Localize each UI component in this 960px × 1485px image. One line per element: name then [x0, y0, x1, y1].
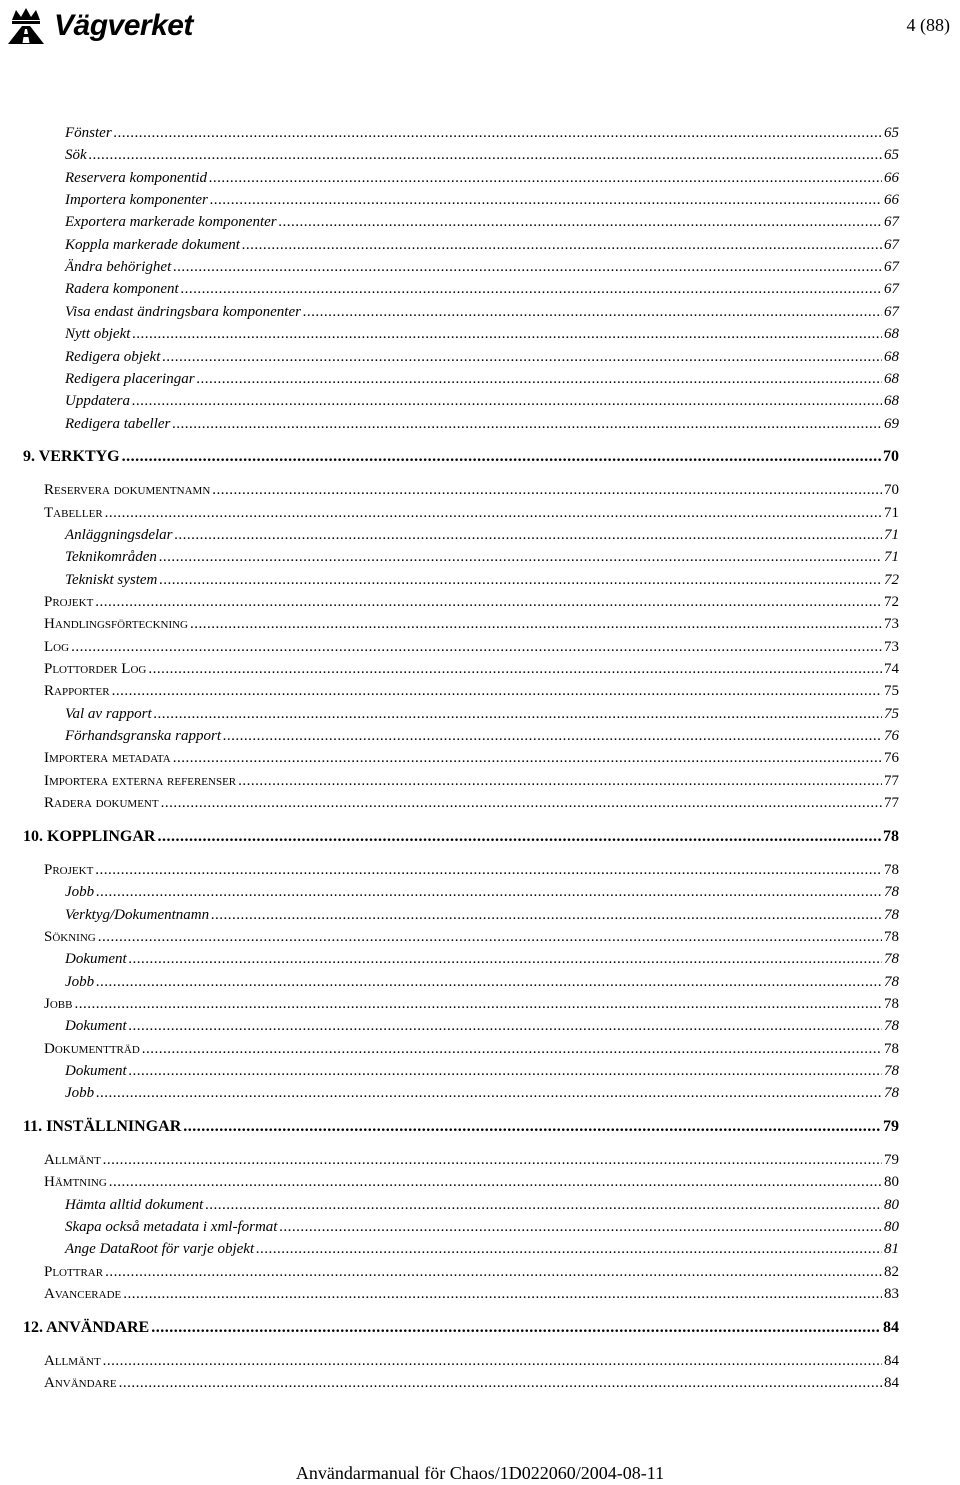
toc-entry[interactable]	[23, 446, 899, 468]
toc-entry-page: 82	[884, 1263, 899, 1280]
toc-entry-page: 68	[884, 348, 899, 365]
toc-entry-page: 84	[884, 1352, 899, 1369]
toc-entry-label: Verktyg/Dokumentnamn	[65, 906, 210, 923]
toc-entry[interactable]	[65, 1238, 899, 1260]
toc-leader-dots	[157, 826, 881, 848]
toc-entry-page: 83	[884, 1286, 899, 1303]
toc-entry-page: 65	[884, 147, 899, 164]
toc-entry-label: Jobb	[65, 973, 95, 990]
toc-entry-label: Ange DataRoot för varje objekt	[65, 1241, 255, 1258]
toc-entry[interactable]	[44, 1372, 899, 1394]
toc-entry[interactable]	[44, 1261, 899, 1283]
toc-entry-page: 76	[884, 750, 899, 767]
toc-entry-label: Dokument	[65, 1063, 127, 1079]
toc-leader-dots	[190, 613, 882, 635]
toc-entry[interactable]	[65, 569, 899, 591]
toc-entry[interactable]	[65, 948, 899, 970]
toc-entry-label: Tabeller	[44, 504, 103, 521]
toc-entry[interactable]	[65, 122, 899, 144]
toc-entry[interactable]	[44, 993, 899, 1015]
toc-entry[interactable]	[44, 636, 899, 658]
toc-entry-page: 78	[884, 906, 899, 923]
toc-entry[interactable]	[44, 792, 899, 814]
toc-entry-page: 78	[883, 827, 899, 845]
toc-entry-label: Exportera markerade komponenter	[65, 214, 277, 231]
toc-entry[interactable]	[65, 211, 899, 233]
toc-leader-dots	[129, 1015, 882, 1037]
toc-entry[interactable]	[44, 591, 899, 613]
toc-entry[interactable]	[65, 703, 899, 725]
toc-entry-label: Handlingsförteckning	[44, 616, 189, 633]
toc-entry[interactable]	[65, 971, 899, 993]
toc-leader-dots	[74, 993, 882, 1015]
toc-entry-label: Plottorder Log	[44, 661, 147, 678]
toc-entry-page: 68	[884, 326, 899, 343]
toc-entry-page: 77	[884, 795, 899, 812]
toc-entry[interactable]	[65, 1216, 899, 1238]
toc-entry[interactable]	[44, 859, 899, 881]
toc-entry[interactable]	[44, 1038, 899, 1060]
toc-entry-label: Teknikområden	[65, 549, 157, 566]
toc-entry[interactable]	[65, 144, 899, 166]
toc-leader-dots	[103, 1350, 882, 1372]
toc-entry-page: 80	[884, 1219, 899, 1236]
toc-entry-label: Redigera objekt	[65, 348, 161, 365]
toc-entry-page: 67	[884, 281, 899, 298]
toc-leader-dots	[197, 368, 882, 390]
toc-entry[interactable]	[44, 479, 899, 501]
toc-entry-page: 72	[884, 594, 899, 610]
toc-entry-page: 75	[884, 683, 899, 700]
toc-leader-dots	[211, 904, 882, 926]
toc-entry-label: 10. KOPPLINGAR	[23, 827, 156, 845]
toc-entry[interactable]	[44, 1350, 899, 1372]
toc-entry-page: 84	[884, 1375, 899, 1392]
toc-entry[interactable]	[65, 346, 899, 368]
page-number: 4 (88)	[906, 15, 950, 35]
toc-leader-dots	[71, 636, 882, 658]
toc-entry-label: Ändra behörighet	[65, 259, 172, 276]
toc-entry[interactable]	[65, 189, 899, 211]
toc-leader-dots	[112, 680, 882, 702]
toc-entry-label: Radera komponent	[65, 281, 179, 298]
toc-entry-page: 74	[884, 661, 899, 678]
toc-entry-label: Allmänt	[44, 1352, 101, 1369]
toc-entry-page: 78	[884, 995, 899, 1012]
toc-leader-dots	[132, 390, 882, 412]
toc-leader-dots	[279, 1216, 882, 1238]
toc-entry-label: Redigera tabeller	[65, 415, 171, 432]
toc-leader-dots	[95, 591, 882, 613]
toc-entry[interactable]	[65, 904, 899, 926]
toc-entry-page: 66	[884, 192, 899, 209]
toc-leader-dots	[105, 1261, 882, 1283]
toc-entry-label: Dokumentträd	[44, 1040, 140, 1057]
toc-entry-page: 68	[884, 370, 899, 387]
toc-entry[interactable]	[65, 1082, 899, 1104]
toc-entry-page: 78	[884, 1063, 899, 1079]
toc-entry-label: Nytt objekt	[65, 326, 131, 343]
toc-entry[interactable]	[44, 1283, 899, 1305]
toc-entry-page: 75	[884, 705, 899, 722]
toc-entry[interactable]	[44, 680, 899, 702]
toc-leader-dots	[122, 446, 881, 468]
toc-entry[interactable]	[65, 524, 899, 546]
toc-entry-label: Fönster	[65, 125, 112, 141]
crown-emblem-icon	[4, 4, 48, 48]
toc-leader-dots	[161, 792, 882, 814]
toc-entry-page: 71	[884, 526, 899, 543]
toc-entry-label: Skapa också metadata i xml-format	[65, 1219, 278, 1236]
toc-leader-dots	[114, 122, 882, 144]
toc-entry[interactable]	[44, 747, 899, 769]
toc-entry-label: Sökning	[44, 928, 96, 945]
toc-leader-dots	[159, 569, 882, 591]
toc-entry[interactable]	[65, 256, 899, 278]
toc-entry-label: 12. ANVÄNDARE	[23, 1318, 150, 1336]
toc-entry[interactable]	[65, 881, 899, 903]
toc-entry-label: Plottrar	[44, 1263, 104, 1280]
toc-entry-page: 72	[884, 571, 899, 588]
toc-entry-page: 70	[884, 482, 899, 499]
toc-leader-dots	[175, 524, 883, 546]
toc-entry-label: Reservera komponentid	[65, 169, 208, 186]
toc-entry-page: 84	[883, 1318, 899, 1336]
toc-entry-page: 77	[884, 772, 899, 789]
toc-leader-dots	[148, 658, 882, 680]
toc-entry[interactable]	[44, 613, 899, 635]
toc-entry-label: Jobb	[65, 1085, 95, 1102]
toc-entry[interactable]	[65, 1015, 899, 1037]
toc-entry-label: 11. INSTÄLLNINGAR	[23, 1117, 182, 1135]
toc-entry-page: 78	[884, 973, 899, 990]
toc-leader-dots	[173, 747, 882, 769]
toc-entry-label: Anläggningsdelar	[65, 526, 173, 543]
toc-entry-label: Importera komponenter	[65, 192, 208, 209]
toc-entry-label: 9. VERKTYG	[23, 447, 120, 465]
toc-entry-label: Sök	[65, 147, 87, 164]
toc-leader-dots	[209, 167, 882, 189]
toc-leader-dots	[159, 546, 882, 568]
logo-wordmark: Vägverket	[54, 9, 193, 42]
toc-leader-dots	[89, 144, 882, 166]
toc-entry-page: 71	[884, 504, 899, 521]
toc-entry-page: 78	[884, 1040, 899, 1057]
toc-entry-page: 78	[884, 928, 899, 945]
toc-entry-label: Koppla markerade dokument	[65, 236, 240, 253]
toc-entry-page: 71	[884, 549, 899, 566]
toc-entry[interactable]	[65, 1060, 899, 1082]
toc-entry[interactable]	[65, 278, 899, 300]
toc-entry-label: Jobb	[65, 884, 95, 901]
toc-entry-label: Förhandsgranska rapport	[65, 728, 221, 745]
toc-leader-dots	[129, 1060, 882, 1082]
toc-entry[interactable]	[65, 167, 899, 189]
toc-leader-dots	[98, 926, 882, 948]
toc-entry[interactable]	[23, 826, 899, 848]
toc-entry-page: 73	[884, 616, 899, 633]
toc-entry[interactable]	[44, 502, 899, 524]
toc-entry[interactable]	[44, 926, 899, 948]
vagverket-logo	[4, 4, 193, 48]
toc-entry[interactable]	[65, 546, 899, 568]
toc-entry-page: 78	[884, 951, 899, 968]
toc-entry-label: Importera externa referenser	[44, 772, 237, 789]
toc-entry-label: Rapporter	[44, 683, 110, 700]
toc-entry-page: 81	[884, 1241, 899, 1258]
toc-entry-label: Tekniskt system	[65, 571, 158, 588]
toc-leader-dots	[279, 211, 882, 233]
toc-entry-page: 78	[884, 861, 899, 878]
toc-leader-dots	[151, 1317, 881, 1339]
toc-entry-page: 78	[884, 1018, 899, 1035]
toc-leader-dots	[105, 502, 882, 524]
toc-entry-page: 79	[884, 1152, 899, 1169]
toc-entry-page: 79	[883, 1117, 899, 1135]
toc-leader-dots	[96, 881, 882, 903]
toc-leader-dots	[96, 971, 882, 993]
toc-entry-label: Avancerade	[44, 1286, 122, 1303]
toc-leader-dots	[242, 234, 882, 256]
toc-entry-label: Jobb	[44, 995, 73, 1012]
toc-entry-label: Projekt	[44, 594, 94, 610]
toc-entry-page: 80	[884, 1196, 899, 1213]
toc-entry[interactable]	[44, 770, 899, 792]
toc-leader-dots	[119, 1372, 882, 1394]
toc-entry-label: Projekt	[44, 861, 94, 878]
toc-leader-dots	[142, 1038, 882, 1060]
toc-entry[interactable]	[44, 1171, 899, 1193]
toc-entry-label: Användare	[44, 1375, 117, 1392]
toc-leader-dots	[181, 278, 882, 300]
toc-entry-label: Dokument	[65, 1018, 127, 1035]
toc-entry-label: Hämtning	[44, 1174, 107, 1191]
toc-entry-page: 78	[884, 884, 899, 901]
toc-entry[interactable]	[23, 1317, 899, 1339]
toc-entry-label: Hämta alltid dokument	[65, 1196, 204, 1213]
toc-leader-dots	[123, 1283, 882, 1305]
toc-leader-dots	[205, 1194, 882, 1216]
toc-entry-label: Visa endast ändringsbara komponenter	[65, 303, 301, 320]
toc-entry-label: Importera metadata	[44, 750, 171, 767]
toc-entry-page: 65	[884, 125, 899, 141]
toc-entry[interactable]	[23, 1116, 899, 1138]
page-footer: Användarmanual för Chaos/1D022060/2004-08-11	[295, 1463, 665, 1483]
toc-entry-page: 67	[884, 236, 899, 253]
toc-leader-dots	[154, 703, 882, 725]
toc-leader-dots	[162, 346, 882, 368]
toc-leader-dots	[129, 948, 882, 970]
toc-entry[interactable]	[65, 368, 899, 390]
toc-entry[interactable]	[65, 323, 899, 345]
toc-entry[interactable]	[65, 725, 899, 747]
toc-entry[interactable]	[65, 390, 899, 412]
toc-leader-dots	[132, 323, 882, 345]
toc-leader-dots	[212, 479, 882, 501]
toc-leader-dots	[183, 1116, 881, 1138]
toc-entry[interactable]	[44, 658, 899, 680]
toc-entry-page: 68	[884, 393, 899, 410]
toc-leader-dots	[172, 413, 882, 435]
toc-entry-label: Dokument	[65, 951, 127, 968]
toc-entry-label: Reservera dokumentnamn	[44, 482, 211, 499]
toc-entry-label: Redigera placeringar	[65, 370, 195, 387]
toc-entry-page: 76	[884, 728, 899, 745]
toc-leader-dots	[103, 1149, 882, 1171]
toc-entry-page: 69	[884, 415, 899, 432]
toc-leader-dots	[223, 725, 882, 747]
toc-entry-label: Radera dokument	[44, 795, 159, 812]
toc-entry[interactable]	[65, 1194, 899, 1216]
toc-entry-label: Val av rapport	[65, 705, 152, 722]
toc-leader-dots	[303, 301, 882, 323]
toc-entry-label: Uppdatera	[65, 393, 130, 410]
toc-entry-page: 67	[884, 259, 899, 276]
toc-leader-dots	[173, 256, 882, 278]
toc-entry[interactable]	[65, 413, 899, 435]
toc-entry-page: 67	[884, 303, 899, 320]
toc-entry-page: 66	[884, 169, 899, 186]
toc-entry-label: Log	[44, 638, 70, 655]
toc-leader-dots	[109, 1171, 882, 1193]
toc-leader-dots	[96, 1082, 882, 1104]
toc-leader-dots	[95, 859, 882, 881]
toc-entry[interactable]	[65, 234, 899, 256]
toc-entry-page: 78	[884, 1085, 899, 1102]
toc-entry-label: Allmänt	[44, 1152, 101, 1169]
toc-entry[interactable]	[65, 301, 899, 323]
toc-leader-dots	[238, 770, 882, 792]
toc-entry[interactable]	[44, 1149, 899, 1171]
toc-entry-page: 67	[884, 214, 899, 231]
toc-entry-page: 73	[884, 638, 899, 655]
toc-leader-dots	[210, 189, 882, 211]
toc-entry-page: 70	[883, 447, 899, 465]
toc-leader-dots	[256, 1238, 882, 1260]
toc-entry-page: 80	[884, 1174, 899, 1191]
